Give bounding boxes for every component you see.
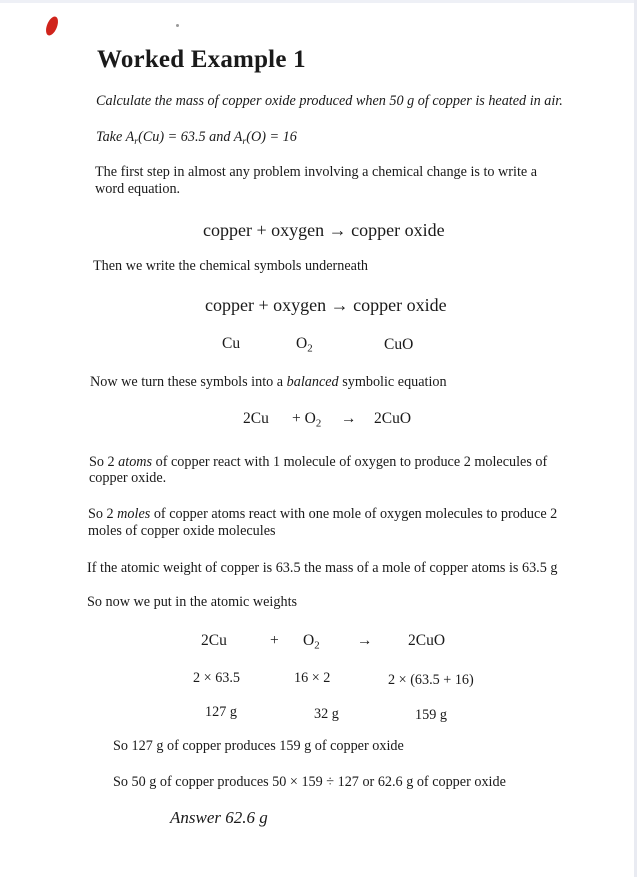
table-o2 <box>303 632 320 650</box>
moles-before: So 2 <box>88 506 118 522</box>
balanced-plus-o: + O <box>292 410 316 427</box>
table-cu: 2Cu <box>201 632 227 649</box>
balanced-arrow: → <box>341 410 357 427</box>
atoms-before: So 2 <box>89 454 119 470</box>
moles-after: of copper atoms react with one mole of oxygen molecules to produce 2 <box>150 506 558 522</box>
symbol-cu: Cu <box>222 335 241 352</box>
scan-speck <box>176 24 179 27</box>
word-equation-2: copper + oxygen → copper oxide <box>205 295 447 315</box>
step1-line2: word equation. <box>95 181 181 197</box>
put-weights-text: So now we put in the atomic weights <box>87 594 298 610</box>
atomic-weight-text: If the atomic weight of copper is 63.5 the mass of a mole of copper atoms is 63.5 g <box>87 560 558 576</box>
atoms-emph: atoms <box>118 454 153 470</box>
step3-text <box>90 374 447 391</box>
table-cuo: 2CuO <box>408 632 446 649</box>
balanced-cu: 2Cu <box>243 410 269 427</box>
page-title: Worked Example 1 <box>97 46 306 73</box>
calc-cu: 2 × 63.5 <box>193 670 241 686</box>
symbol-cuo: CuO <box>384 336 414 353</box>
red-ink-dot <box>44 15 61 37</box>
given-prefix: Take A <box>96 129 135 145</box>
scan-top-edge <box>0 0 637 3</box>
conclusion-2: So 50 g of copper produces 50 × 159 ÷ 127 or 62.6 g of copper oxide <box>113 774 506 790</box>
moles-line2: moles of copper oxide molecules <box>88 523 276 539</box>
atoms-line2: copper oxide. <box>89 470 167 486</box>
mass-cuo: 159 g <box>415 707 447 723</box>
balanced-o2 <box>292 410 321 428</box>
step2-text: Then we write the chemical symbols underneath <box>93 258 368 274</box>
atoms-after: of copper react with 1 molecule of oxygen to produce 2 molecules of <box>152 454 548 470</box>
symbol-o2-base: O <box>296 335 308 352</box>
table-arrow: → <box>357 632 373 649</box>
given-o: (O) = 16 <box>246 129 297 145</box>
calc-cuo: 2 × (63.5 + 16) <box>388 672 474 688</box>
moles-emph: moles <box>117 506 151 522</box>
symbol-o2 <box>296 335 313 353</box>
mass-o2: 32 g <box>314 706 339 722</box>
balanced-o2-sub: 2 <box>315 417 322 430</box>
conclusion-1: So 127 g of copper produces 159 g of copper oxide <box>113 738 404 754</box>
table-o2-sub: 2 <box>314 639 320 652</box>
given-sub-1: r <box>134 135 139 147</box>
symbol-o2-sub: 2 <box>307 342 313 355</box>
table-o2-base: O <box>303 632 315 649</box>
step3-after: symbolic equation <box>338 374 447 390</box>
moles-line1 <box>88 506 557 523</box>
given-values <box>96 129 297 146</box>
mass-cu: 127 g <box>205 704 237 720</box>
step3-before: Now we turn these symbols into a <box>90 374 287 390</box>
question-text: Calculate the mass of copper oxide produced when 50 g of copper is heated in air. <box>96 93 563 109</box>
calc-o2: 16 × 2 <box>294 670 331 686</box>
final-answer: Answer 62.6 g <box>170 808 268 827</box>
table-plus: + <box>270 632 279 649</box>
atoms-line1 <box>89 454 547 471</box>
balanced-cuo: 2CuO <box>374 410 412 427</box>
word-equation: copper + oxygen → copper oxide <box>203 220 445 240</box>
step1-line1: The first step in almost any problem involving a chemical change is to write a <box>95 164 538 180</box>
given-sub-2: r <box>242 135 247 147</box>
given-cu: (Cu) = 63.5 and A <box>138 129 243 145</box>
step3-emph: balanced <box>286 374 339 390</box>
